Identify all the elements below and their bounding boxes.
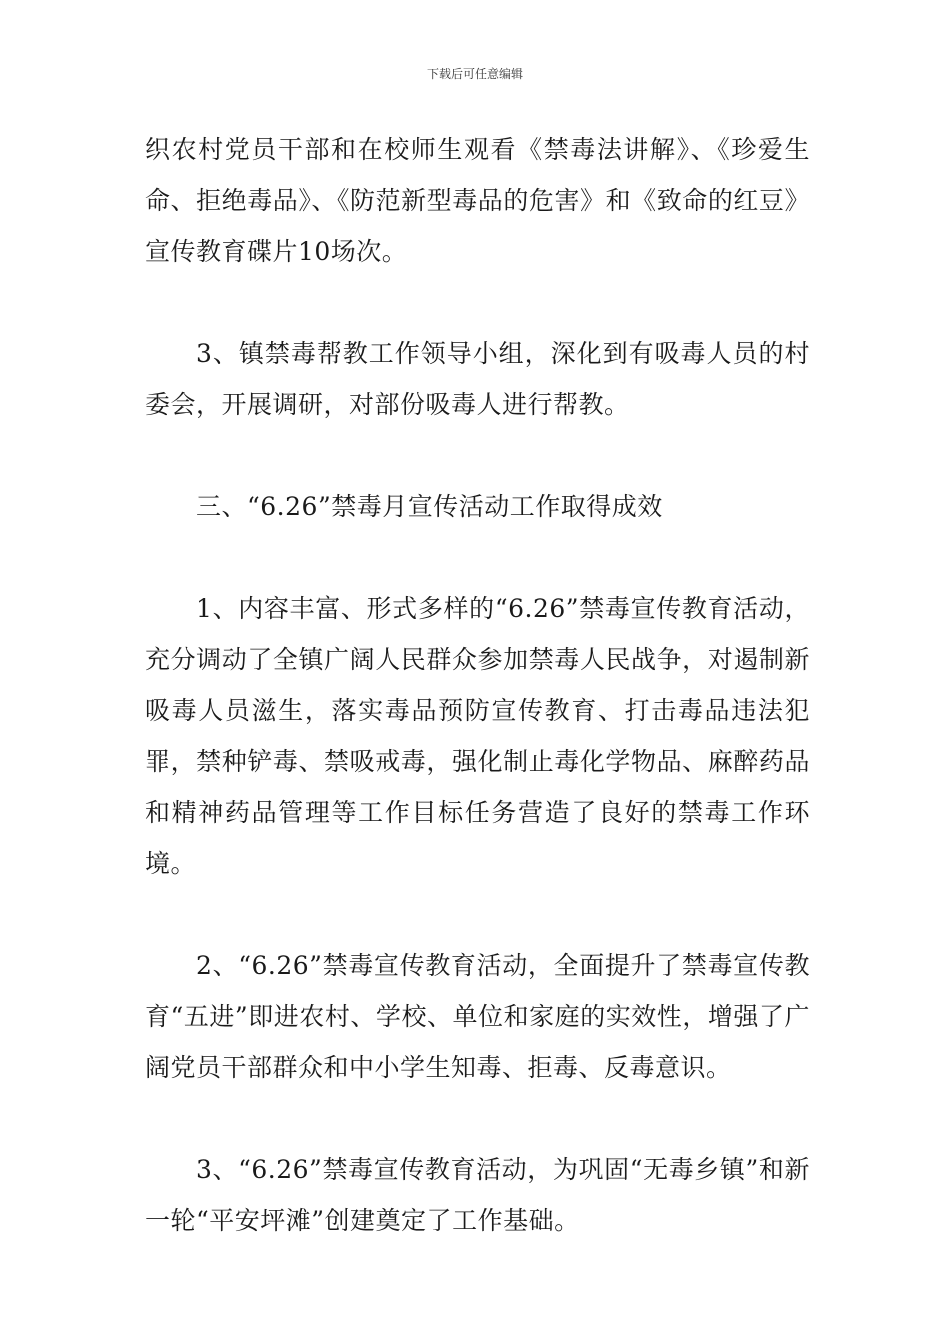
- section-heading: 三、“6.26”禁毒月宣传活动工作取得成效: [196, 492, 663, 521]
- paragraph-spacer: [145, 277, 810, 328]
- paragraph-4: 2、“6.26”禁毒宣传教育活动，全面提升了禁毒宣传教育“五进”即进农村、学校、单位和家庭的实效性，增强了广阔党员干部群众和中小学生知毒、拒毒、反毒意识。: [145, 951, 810, 1082]
- paragraph-spacer: [145, 430, 810, 481]
- document-body: [145, 124, 810, 1246]
- paragraph-spacer: [145, 889, 810, 940]
- paragraph-5: 3、“6.26”禁毒宣传教育活动，为巩固“无毒乡镇”和新一轮“平安坪滩”创建奠定了工作基础。: [145, 1155, 810, 1235]
- page-header-note: 下载后可任意编辑: [426, 67, 523, 81]
- paragraph-2: 3、镇禁毒帮教工作领导小组，深化到有吸毒人员的村委会，开展调研，对部份吸毒人进行帮教。: [145, 339, 810, 419]
- paragraph-spacer: [145, 532, 810, 583]
- paragraph-spacer: [145, 1093, 810, 1144]
- paragraph-1: 织农村党员干部和在校师生观看《禁毒法讲解》、《珍爱生命、拒绝毒品》、《防范新型毒品的危害》和《致命的红豆》宣传教育碟片10场次。: [145, 135, 810, 266]
- paragraph-3: 1、内容丰富、形式多样的“6.26”禁毒宣传教育活动，充分调动了全镇广阔人民群众参加禁毒人民战争，对遏制新吸毒人员滋生，落实毒品预防宣传教育、打击毒品违法犯罪，禁种铲毒、禁吸戒毒，强化制止毒化学物品、麻醉药品和精神药品管理等工作目标任务营造了良好的禁毒工作环境。: [145, 594, 810, 878]
